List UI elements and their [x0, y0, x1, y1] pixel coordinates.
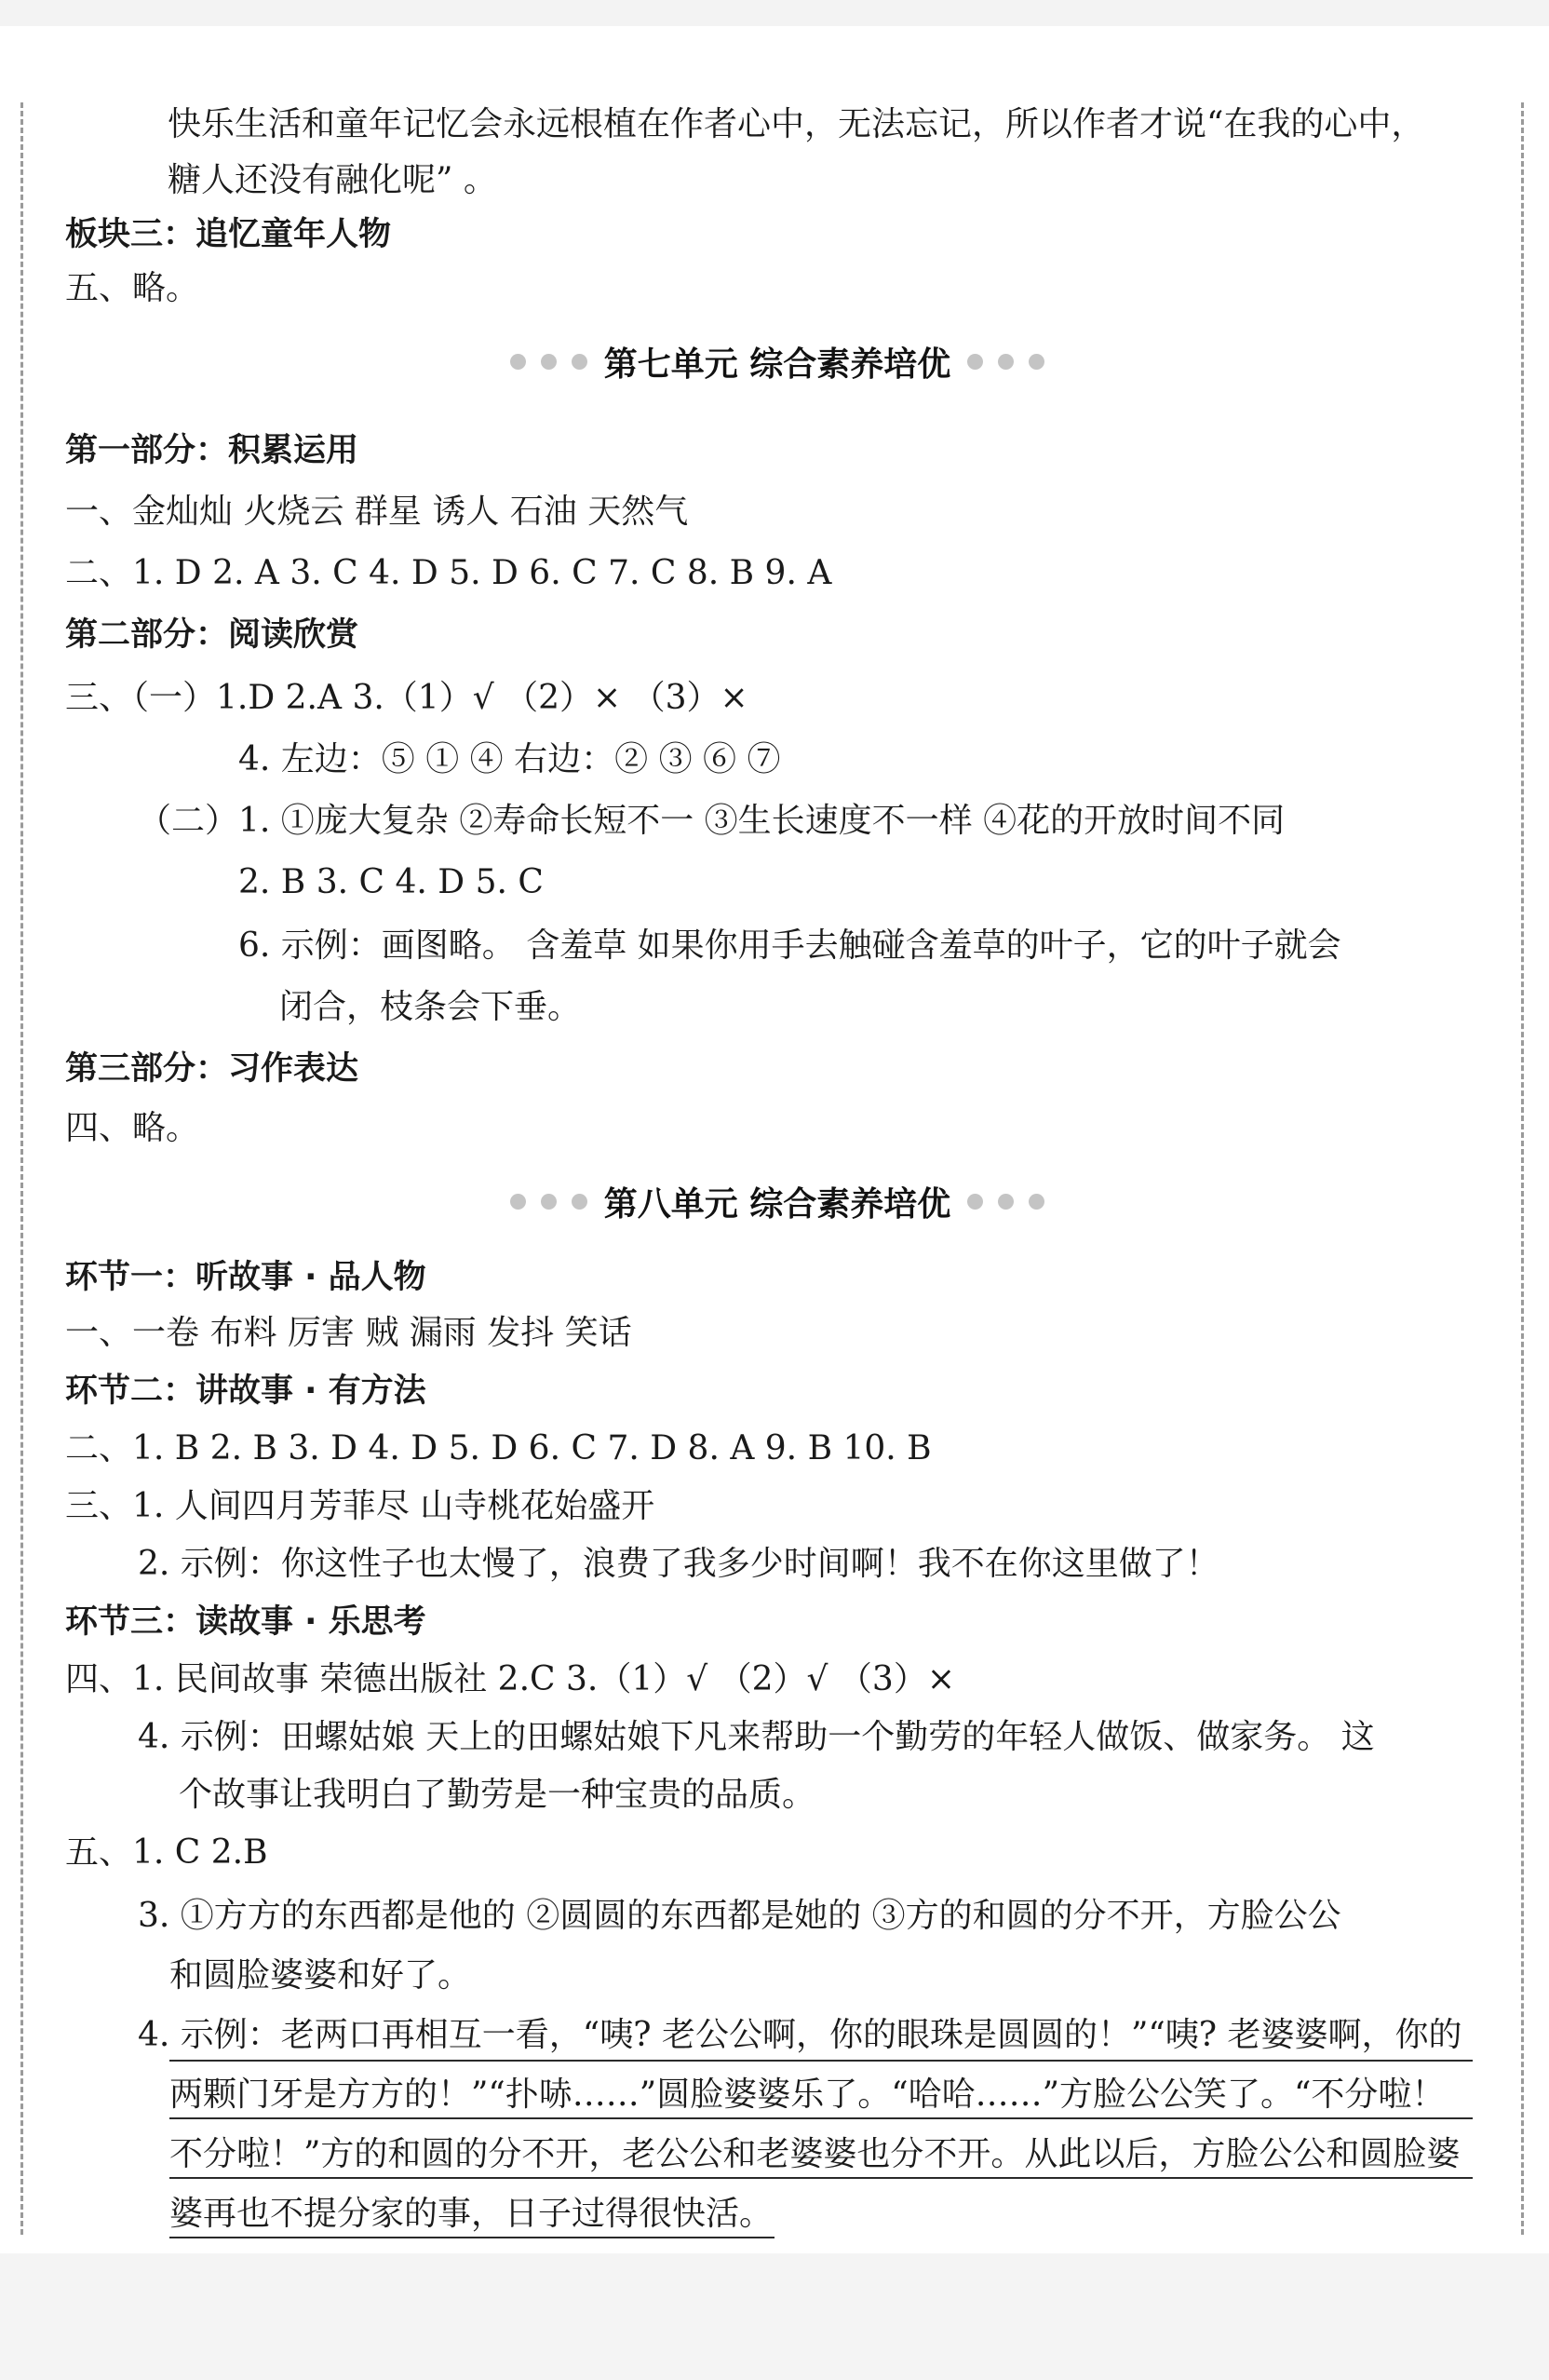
unit8-q5-3-line2: 和圆脸婆婆和好了。 [169, 1956, 472, 1995]
answer-underline-1 [169, 2060, 1473, 2062]
unit7-q3-b6-line1: 6. 示例：画图略。 含羞草 如果你用手去触碰含羞草的叶子，它的叶子就会 [238, 926, 1341, 965]
unit7-q4: 四、略。 [65, 1109, 200, 1147]
unit8-q5-1: 五、1. C 2.B [65, 1833, 268, 1872]
unit7-part1-heading: 第一部分：积累运用 [65, 432, 359, 469]
title-dots-right [967, 1194, 1044, 1210]
unit8-seg1-heading: 环节一：听故事 · 品人物 [65, 1259, 426, 1296]
unit8-q5-4-line2: 两颗门牙是方方的！”“扑哧……”圆脸婆婆乐了。“哈哈……”方脸公公笑了。“不分啦！ [169, 2076, 1446, 2114]
right-dashed-margin-line [1521, 102, 1524, 2235]
unit8-title-bar [475, 1175, 1080, 1227]
title-dots-right [967, 354, 1044, 370]
left-dashed-margin-line [20, 102, 23, 2235]
unit8-seg2-heading: 环节二：讲故事 · 有方法 [65, 1373, 426, 1410]
unit8-q5-4-line1: 4. 示例：老两口再相互一看，“咦? 老公公啊，你的眼珠是圆圆的！”“咦? 老婆婆啊，你的 [138, 2016, 1462, 2054]
top-margin [0, 0, 1549, 26]
bottom-margin [0, 2253, 1549, 2380]
unit8-q4-1: 四、1. 民间故事 荣德出版社 2.C 3.（1）√ （2）√ （3）× [65, 1660, 956, 1698]
unit8-q3-1: 三、1. 人间四月芳菲尽 山寺桃花始盛开 [65, 1487, 655, 1525]
unit7-q1: 一、金灿灿 火烧云 群星 诱人 石油 天然气 [65, 493, 689, 531]
block3-heading: 板块三：追忆童年人物 [65, 216, 392, 253]
unit7-q3-a4: 4. 左边：⑤ ① ④ 右边：② ③ ⑥ ⑦ [238, 740, 781, 778]
unit8-q5-4-line3: 不分啦！”方的和圆的分不开，老公公和老婆婆也分不开。从此以后，方脸公公和圆脸婆 [169, 2135, 1461, 2173]
unit8-seg3-heading: 环节三：读故事 · 乐思考 [65, 1603, 426, 1641]
unit8-q5-4-line4: 婆再也不提分家的事，日子过得很快活。 [169, 2195, 774, 2233]
unit8-q2: 二、1. B 2. B 3. D 4. D 5. D 6. C 7. D 8. A 9. B 10. B [65, 1429, 932, 1467]
unit7-title: 第七单元 综合素养培优 [603, 345, 951, 384]
unit8-q3-2: 2. 示例：你这性子也太慢了，浪费了我多少时间啊！我不在你这里做了！ [138, 1545, 1219, 1583]
continuation-line-2: 糖人还没有融化呢” 。 [168, 161, 497, 199]
title-dots-left [510, 354, 587, 370]
unit8-q5-3-line1: 3. ①方方的东西都是他的 ②圆圆的东西都是她的 ③方的和圆的分不开，方脸公公 [138, 1897, 1341, 1935]
unit7-title-bar [475, 335, 1080, 387]
answer-underline-2 [169, 2117, 1473, 2119]
unit7-q3-part-a: 三、（一）1.D 2.A 3.（1）√ （2）× （3）× [65, 679, 748, 717]
unit7-q3-b2: 2. B 3. C 4. D 5. C [238, 863, 544, 901]
unit7-q2: 二、1. D 2. A 3. C 4. D 5. D 6. C 7. C 8. B 9. A [65, 554, 832, 592]
unit8-q4-4-line2: 个故事让我明白了勤劳是一种宝贵的品质。 [179, 1776, 816, 1814]
answer-underline-4 [169, 2237, 774, 2238]
unit7-q3-part-b1: （二）1. ①庞大复杂 ②寿命长短不一 ③生长速度不一样 ④花的开放时间不同 [138, 802, 1286, 840]
unit8-title: 第八单元 综合素养培优 [603, 1184, 951, 1224]
unit8-q1: 一、一卷 布料 厉害 贼 漏雨 发抖 笑话 [65, 1314, 632, 1352]
continuation-line-1: 快乐生活和童年记忆会永远根植在作者心中，无法忘记，所以作者才说“在我的心中， [168, 105, 1425, 143]
unit7-part3-heading: 第三部分：习作表达 [65, 1050, 359, 1088]
unit7-q3-b6-line2: 闭合，枝条会下垂。 [279, 988, 582, 1026]
answer-underline-3 [169, 2177, 1473, 2179]
block3-answer: 五、略。 [65, 269, 200, 307]
title-dots-left [510, 1194, 587, 1210]
unit8-q4-4-line1: 4. 示例：田螺姑娘 天上的田螺姑娘下凡来帮助一个勤劳的年轻人做饭、做家务。 这 [138, 1718, 1375, 1756]
unit7-part2-heading: 第二部分：阅读欣赏 [65, 616, 359, 654]
